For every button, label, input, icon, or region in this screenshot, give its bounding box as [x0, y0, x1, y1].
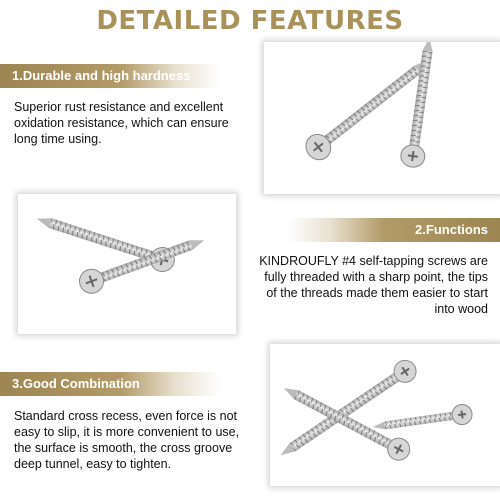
page-title: DETAILED FEATURES	[96, 6, 404, 36]
section-1-text: Superior rust resistance and excellent oxidation resistance, which can ensure long time using.	[14, 100, 229, 146]
screws-photo-1	[264, 42, 500, 194]
section-2-heading: 2.Functions	[415, 222, 488, 237]
screws-image-3	[270, 344, 500, 486]
section-2-text: KINDROUFLY #4 self-tapping screws are fully threaded with a sharp point, the tips of the threads made them easier to start into wood	[259, 254, 488, 316]
screws-image-2	[18, 194, 236, 334]
section-3-heading: 3.Good Combination	[12, 376, 140, 391]
section-3-banner	[0, 372, 220, 396]
screws-photo-2	[18, 194, 236, 334]
section-1-banner	[0, 64, 220, 88]
section-1-heading: 1.Durable and high hardness	[12, 68, 191, 83]
section-2-banner	[288, 218, 500, 242]
section-3-text: Standard cross recess, even force is not easy to slip, it is more convenient to use, the surface is smooth, the cross groove deep tunnel, easy to tighten.	[14, 409, 240, 471]
screws-image-1	[264, 42, 500, 194]
screws-photo-3	[270, 344, 500, 486]
